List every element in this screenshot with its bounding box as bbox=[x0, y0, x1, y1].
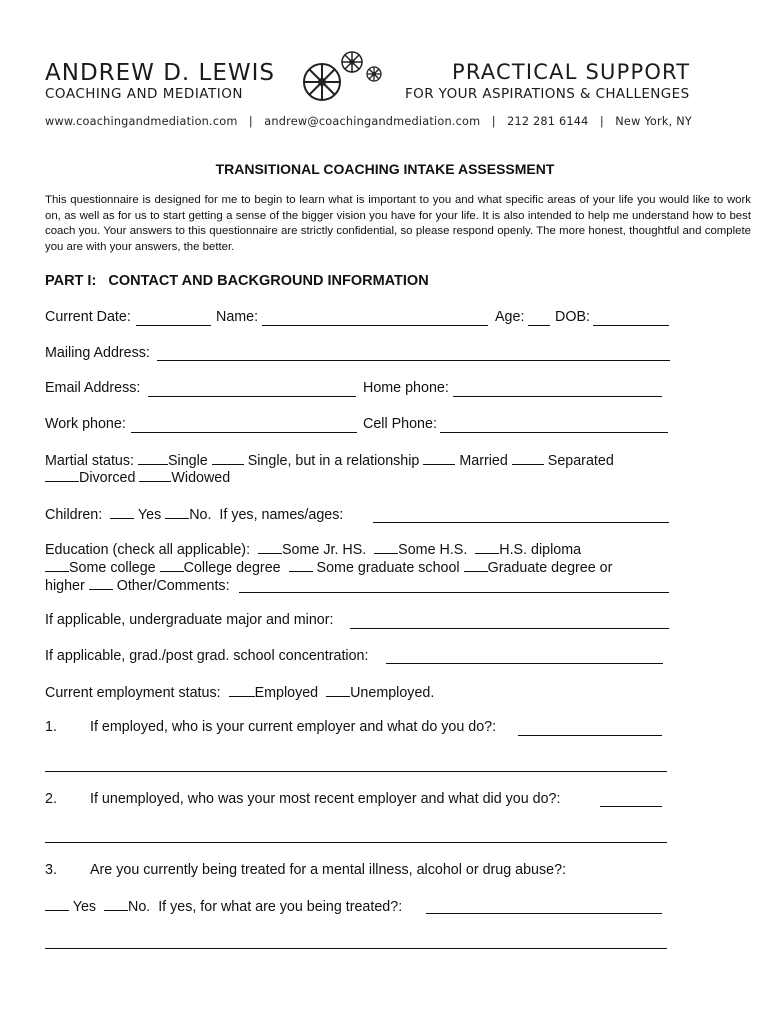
edu-other-checkbox[interactable] bbox=[89, 577, 113, 590]
separated-option: Separated bbox=[547, 453, 614, 469]
education-row-3 bbox=[45, 577, 230, 594]
edu-some-grad-checkbox[interactable] bbox=[289, 559, 313, 572]
edu-grad-degree-option: Graduate degree or bbox=[487, 560, 613, 576]
brand-subtitle: COACHING AND MEDIATION bbox=[45, 86, 243, 102]
current-date-field[interactable] bbox=[136, 325, 211, 326]
married-option: Married bbox=[459, 453, 508, 469]
form-title: TRANSITIONAL COACHING INTAKE ASSESSMENT bbox=[215, 161, 555, 177]
undergrad-major-field[interactable] bbox=[350, 628, 669, 629]
grad-concentration-label: If applicable, grad./post grad. school concentration: bbox=[45, 648, 369, 664]
edu-some-hs-option: Some H.S. bbox=[398, 542, 468, 558]
children-yes-option: Yes bbox=[137, 507, 162, 523]
edu-jr-hs-option: Some Jr. HS. bbox=[282, 542, 367, 558]
children-names-label: If yes, names/ages: bbox=[219, 507, 344, 523]
edu-some-grad-option: Some graduate school bbox=[316, 560, 460, 576]
separated-checkbox[interactable] bbox=[512, 452, 544, 465]
marital-status-label: Martial status: bbox=[45, 453, 134, 469]
work-phone-field[interactable] bbox=[131, 432, 357, 433]
widowed-checkbox[interactable] bbox=[139, 469, 171, 482]
edu-jr-hs-checkbox[interactable] bbox=[258, 541, 282, 554]
q3-followup-field[interactable] bbox=[426, 913, 662, 914]
education-row-1 bbox=[45, 541, 581, 558]
q1-text: If employed, who is your current employer and what do you do?: bbox=[90, 719, 497, 735]
q3-yes-checkbox[interactable] bbox=[45, 898, 69, 911]
unemployed-checkbox[interactable] bbox=[326, 684, 350, 697]
employment-status-label: Current employment status: bbox=[45, 685, 221, 701]
home-phone-field[interactable] bbox=[453, 396, 662, 397]
single-checkbox[interactable] bbox=[138, 452, 168, 465]
part1-heading: PART I: CONTACT AND BACKGROUND INFORMATION bbox=[45, 273, 429, 289]
home-phone-label: Home phone: bbox=[363, 380, 449, 396]
marital-status-row bbox=[45, 452, 614, 469]
edu-other-label: Other/Comments: bbox=[116, 578, 230, 594]
wheels-logo-icon bbox=[300, 50, 390, 112]
q3-no-option: No. bbox=[128, 899, 151, 915]
mailing-address-label: Mailing Address: bbox=[45, 345, 150, 361]
employment-status-row bbox=[45, 684, 434, 701]
dob-field[interactable] bbox=[593, 325, 669, 326]
tagline-sub: FOR YOUR ASPIRATIONS & CHALLENGES bbox=[405, 86, 690, 102]
work-phone-label: Work phone: bbox=[45, 416, 126, 432]
edu-some-hs-checkbox[interactable] bbox=[374, 541, 398, 554]
email-label: Email Address: bbox=[45, 380, 141, 396]
form-intro: This questionnaire is designed for me to begin to learn what is important to you and what specific areas of your life you would like to work on, as well as for us to start getting a sense of the bigger vision you have for your life. It is also intended to help me understand how to best coach you. Your answers to this questionnaire are strictly confidential, so please respond openly. The more honest, thoughtful and complete you are with your answers, the better. bbox=[45, 194, 751, 253]
contact-line: www.coachingandmediation.com | andrew@coachingandmediation.com | 212 281 6144 | New York, NY bbox=[45, 115, 692, 128]
single-relationship-option: Single, but in a relationship bbox=[247, 453, 420, 469]
edu-some-college-option: Some college bbox=[69, 560, 156, 576]
q1-answer-inline[interactable] bbox=[518, 735, 662, 736]
current-date-label: Current Date: bbox=[45, 309, 131, 325]
q2-answer-line[interactable] bbox=[45, 842, 667, 843]
edu-college-degree-option: College degree bbox=[183, 560, 281, 576]
marital-status-row-2 bbox=[45, 469, 230, 486]
q3-followup-label: If yes, for what are you being treated?: bbox=[158, 899, 403, 915]
q3-yes-option: Yes bbox=[72, 899, 97, 915]
tagline-main: PRACTICAL SUPPORT bbox=[452, 60, 691, 84]
edu-grad-degree-checkbox[interactable] bbox=[464, 559, 488, 572]
dob-label: DOB: bbox=[555, 309, 590, 325]
cell-phone-label: Cell Phone: bbox=[363, 416, 437, 432]
married-checkbox[interactable] bbox=[423, 452, 455, 465]
q3-answer-row bbox=[45, 898, 402, 915]
widowed-option: Widowed bbox=[171, 470, 231, 486]
children-no-option: No. bbox=[189, 507, 212, 523]
children-no-checkbox[interactable] bbox=[165, 506, 189, 519]
name-field[interactable] bbox=[262, 325, 488, 326]
q1-number: 1. bbox=[45, 719, 57, 735]
education-label: Education (check all applicable): bbox=[45, 542, 251, 558]
single-relationship-checkbox[interactable] bbox=[212, 452, 244, 465]
edu-college-degree-checkbox[interactable] bbox=[160, 559, 184, 572]
employed-checkbox[interactable] bbox=[229, 684, 255, 697]
children-yes-checkbox[interactable] bbox=[110, 506, 134, 519]
undergrad-major-label: If applicable, undergraduate major and minor: bbox=[45, 612, 334, 628]
q1-answer-line[interactable] bbox=[45, 771, 667, 772]
q2-number: 2. bbox=[45, 791, 57, 807]
cell-phone-field[interactable] bbox=[440, 432, 668, 433]
education-row-2 bbox=[45, 559, 612, 576]
q3-no-checkbox[interactable] bbox=[104, 898, 128, 911]
children-label: Children: bbox=[45, 507, 103, 523]
divorced-option: Divorced bbox=[79, 470, 136, 486]
age-field[interactable] bbox=[528, 325, 550, 326]
edu-higher-option: higher bbox=[45, 578, 85, 594]
children-names-field[interactable] bbox=[373, 522, 669, 523]
mailing-address-field[interactable] bbox=[157, 360, 670, 361]
q2-text: If unemployed, who was your most recent employer and what did you do?: bbox=[90, 791, 561, 807]
q3-text: Are you currently being treated for a mental illness, alcohol or drug abuse?: bbox=[90, 862, 567, 878]
single-option: Single bbox=[167, 453, 208, 469]
q3-number: 3. bbox=[45, 862, 57, 878]
children-row bbox=[45, 506, 343, 523]
q3-answer-line[interactable] bbox=[45, 948, 667, 949]
divorced-checkbox[interactable] bbox=[45, 469, 79, 482]
brand-name: ANDREW D. LEWIS bbox=[45, 60, 276, 86]
age-label: Age: bbox=[495, 309, 525, 325]
unemployed-option: Unemployed. bbox=[350, 685, 435, 701]
edu-other-field[interactable] bbox=[239, 592, 669, 593]
q2-answer-inline[interactable] bbox=[600, 806, 662, 807]
grad-concentration-field[interactable] bbox=[386, 663, 663, 664]
edu-hs-diploma-checkbox[interactable] bbox=[475, 541, 499, 554]
email-field[interactable] bbox=[148, 396, 356, 397]
edu-hs-diploma-option: H.S. diploma bbox=[499, 542, 582, 558]
edu-some-college-checkbox[interactable] bbox=[45, 559, 69, 572]
name-label: Name: bbox=[216, 309, 259, 325]
employed-option: Employed bbox=[254, 685, 319, 701]
